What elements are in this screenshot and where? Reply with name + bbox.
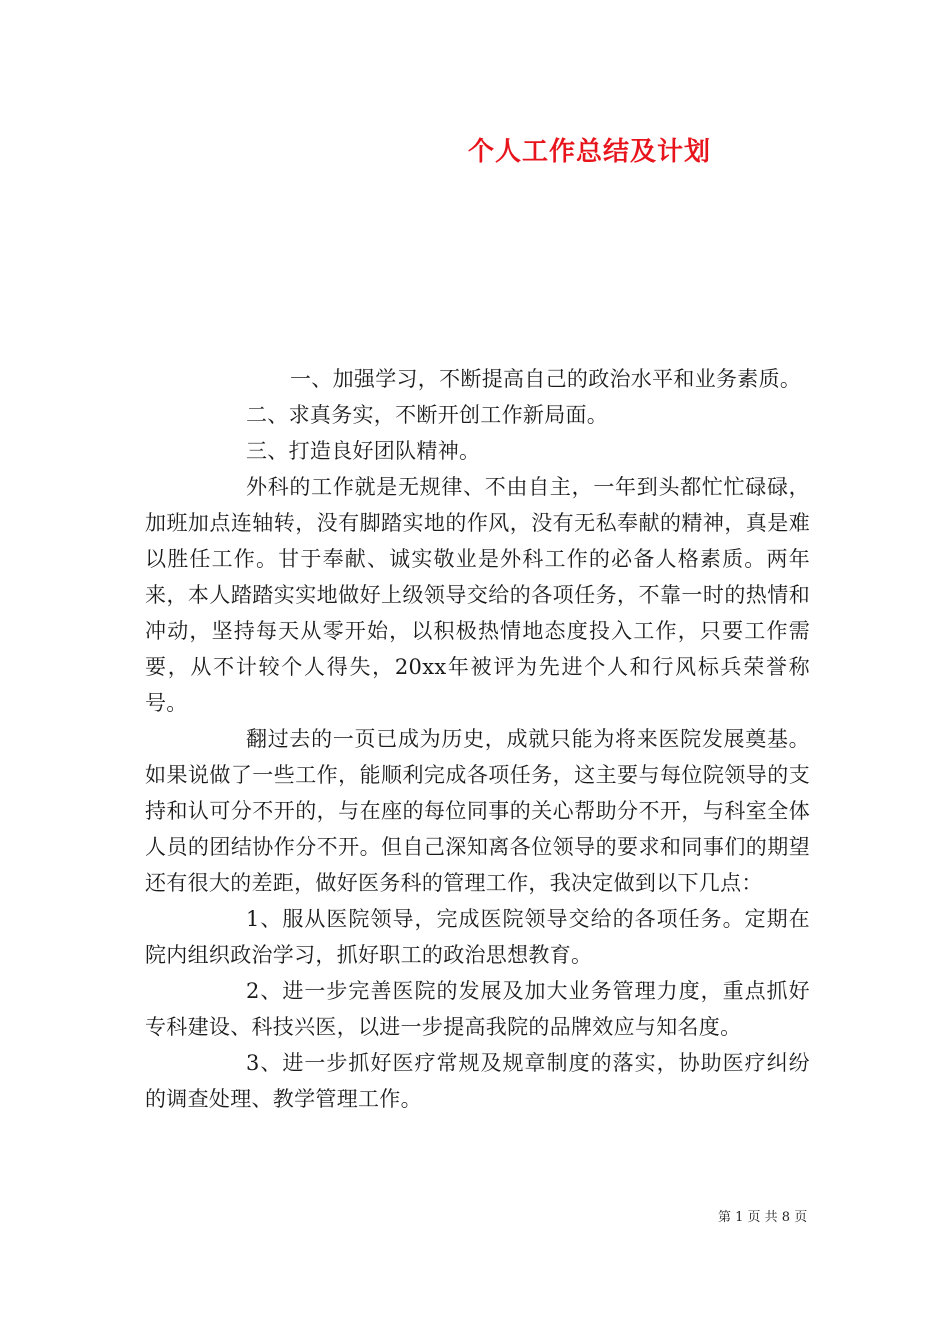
- paragraph-4: 外科的工作就是无规律、不由自主，一年到头都忙忙碌碌，加班加点连轴转，没有脚踏实地的作风，没有无私奉献的精神，真是难以胜任工作。甘于奉献、诚实敬业是外科工作的必备人格素质。两年来，本人踏踏实实地做好上级领导交给的各项任务，不靠一时的热情和冲动，坚持每天从零开始，以积极热情地态度投入工作，只要工作需要，从不计较个人得失，20xx年被评为先进个人和行风标兵荣誉称号。: [145, 475, 810, 715]
- document-body: [145, 361, 810, 1117]
- page-number-footer: 第 1 页 共 8 页: [718, 1210, 808, 1225]
- paragraph-2: 二、求真务实，不断开创工作新局面。: [246, 403, 609, 427]
- paragraph-5: 翻过去的一页已成为历史，成就只能为将来医院发展奠基。如果说做了一些工作，能顺利完成各项任务，这主要与每位院领导的支持和认可分不开的，与在座的每位同事的关心帮助分不开，与科室全体人员的团结协作分不开。但自己深知离各位领导的要求和同事们的期望还有很大的差距，做好医务科的管理工作，我决定做到以下几点：: [145, 727, 810, 895]
- paragraph-8: 3、进一步抓好医疗常规及规章制度的落实，协助医疗纠纷的调查处理、教学管理工作。: [145, 1051, 810, 1111]
- page-title: 个人工作总结及计划: [468, 137, 712, 167]
- paragraph-7: 2、进一步完善医院的发展及加大业务管理力度，重点抓好专科建设、科技兴医，以进一步提高我院的品牌效应与知名度。: [145, 979, 810, 1039]
- paragraph-3: 三、打造良好团队精神。: [246, 439, 481, 463]
- paragraph-6: 1、服从医院领导，完成医院领导交给的各项任务。定期在院内组织政治学习，抓好职工的政治思想教育。: [145, 907, 810, 967]
- paragraph-1: 一、加强学习，不断提高自己的政治水平和业务素质。: [290, 367, 802, 391]
